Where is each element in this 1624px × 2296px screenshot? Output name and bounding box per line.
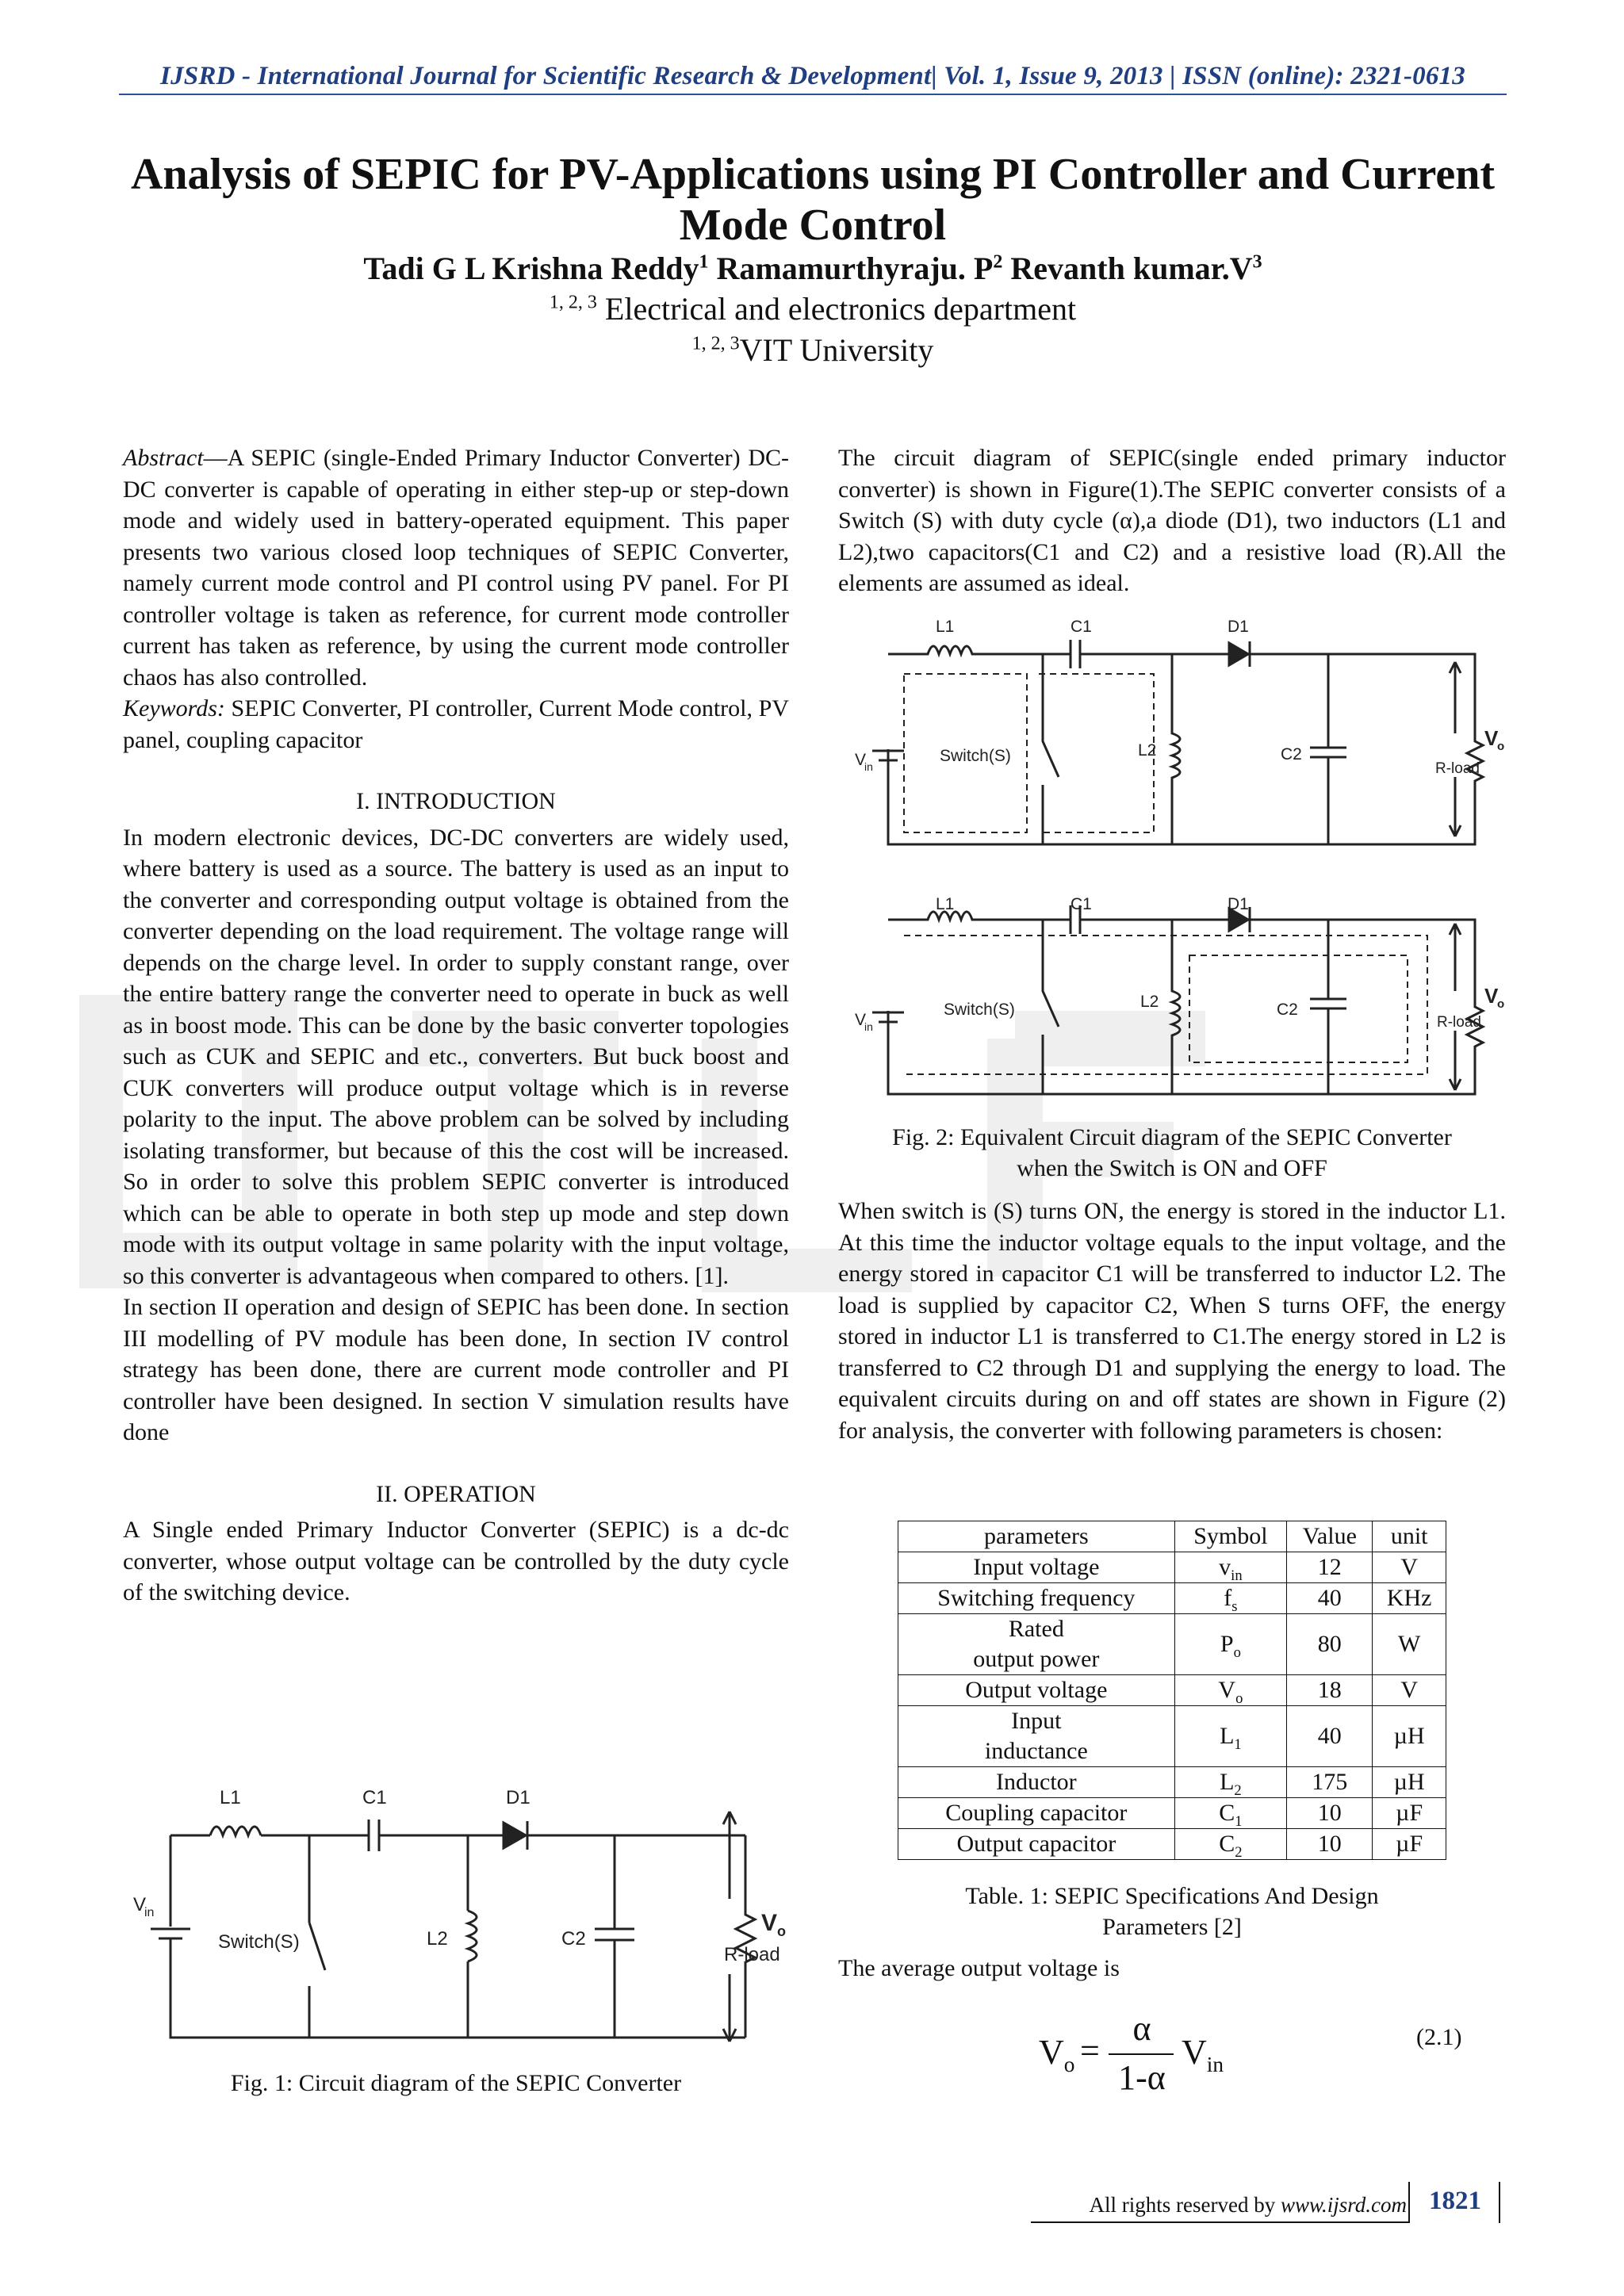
abstract-text: —A SEPIC (single-Ended Primary Inductor Converter) DC-DC converter is capable of operating in either step-up or step-down mode and widely used in battery-operated equipment. This paper presents two various closed loop techniques of SEPIC Converter, namely current mode control and PI control using PV panel. For PI controller voltage is taken as reference, for current mode controller current has taken as reference, by using the current mode controller chaos has also controlled. xyxy=(123,445,789,691)
eq-denominator: 1-α xyxy=(1118,2058,1166,2097)
table-cell xyxy=(1174,1583,1286,1614)
table-row xyxy=(898,1675,1446,1706)
symbol-base: L xyxy=(1220,1723,1235,1749)
right-paragraph-2: When switch is (S) turns ON, the energy is stored in the inductor L1. At this time the inductor voltage equals to the input voltage, and the energy stored in capacitor C1 will be transferred to inductor L2. The load is supplied by capacitor C2, When S turns OFF, the energy stored in inductor L1 is transferred to C1.The energy stored in L2 is transferred to C2 through D1 and supplying the energy to load. The equivalent circuits during on and off states are shown in Figure (2) for analysis, the converter with following parameters is chosen: xyxy=(838,1198,1506,1444)
fig2a-label-switch: Switch(S) xyxy=(940,747,1011,765)
aff-sup-2: 1, 2, 3 xyxy=(691,333,740,354)
table-row xyxy=(898,1767,1446,1798)
eq-lhs-sub: o xyxy=(1063,2052,1075,2076)
fig2a-label-rload: R-load xyxy=(1435,760,1480,777)
section-heading-operation: II. OPERATION xyxy=(376,1480,536,1507)
fig2-caption xyxy=(838,1122,1506,1184)
fig2b-label-rload: R-load xyxy=(1437,1014,1481,1031)
abstract-label: Abstract xyxy=(123,445,204,471)
table-cell xyxy=(1174,1614,1286,1675)
equation-number: (2.1) xyxy=(1416,2024,1462,2050)
table-row xyxy=(898,1552,1446,1583)
fig1-label-vin: V xyxy=(133,1894,147,1915)
univ-text: VIT University xyxy=(739,332,934,368)
table-cell: Coupling capacitor xyxy=(898,1798,1175,1829)
table-caption-line1: Table. 1: SEPIC Specifications And Design xyxy=(965,1883,1379,1909)
author-3: Revanth kumar.V xyxy=(1002,251,1253,286)
fig2a-label-vo: V xyxy=(1484,726,1499,750)
table-cell: µH xyxy=(1373,1706,1446,1767)
symbol-sub: o xyxy=(1233,1644,1241,1661)
fig1-label-vin-sub: in xyxy=(144,1906,155,1919)
intro-paragraph-2: In section II operation and design of SEPIC has been done. In section III modelling of PV module has been done, In section IV control strategy has been done, there are current mode controller and PI controller have been designed. In section V simulation results have done xyxy=(123,1294,789,1445)
eq-rhs xyxy=(1182,2032,1224,2076)
author-3-sup: 3 xyxy=(1252,251,1262,273)
fig2a-label-c1: C1 xyxy=(1071,618,1092,636)
operation-paragraph: A Single ended Primary Inductor Converter (SEPIC) is a dc-dc converter, whose output voltage can be controlled by the duty cycle of the switching device. xyxy=(123,1517,789,1605)
table-cell: µF xyxy=(1373,1798,1446,1829)
fig1-caption: Fig. 1: Circuit diagram of the SEPIC Converter xyxy=(230,2070,682,2096)
table-cell: Output capacitor xyxy=(898,1829,1175,1860)
keywords xyxy=(123,693,789,756)
fig2b-label-vin-sub: in xyxy=(864,1020,873,1033)
author-line xyxy=(119,250,1507,287)
table-cell: KHz xyxy=(1373,1583,1446,1614)
table-cell xyxy=(1174,1829,1286,1860)
table-cell: µF xyxy=(1373,1829,1446,1860)
paper-title: Analysis of SEPIC for PV-Applications using PI Controller and Current Mode Control xyxy=(130,150,1496,250)
symbol-sub: in xyxy=(1231,1567,1243,1584)
eq-fraction-bar xyxy=(1109,2053,1174,2055)
author-2: Ramamurthyraju. P xyxy=(708,251,994,286)
table-cell: 40 xyxy=(1287,1583,1373,1614)
header-rule xyxy=(119,94,1507,95)
table-header-cell: unit xyxy=(1373,1521,1446,1552)
author-1: Tadi G L Krishna Reddy xyxy=(363,251,699,286)
fig2b-label-d1: D1 xyxy=(1228,895,1249,913)
affiliation-univ xyxy=(119,331,1507,369)
journal-header: IJSRD - International Journal for Scientific Research & Development| Vol. 1, Issue 9, 2013 | ISSN (online): 2321-0613 xyxy=(160,62,1465,90)
table-cell: Switching frequency xyxy=(898,1583,1175,1614)
table-caption-line2: Parameters [2] xyxy=(1102,1914,1242,1940)
fig2a-label-vo-sub: o xyxy=(1497,740,1505,753)
fig1-circuit-diagram xyxy=(127,1780,801,2061)
table-row xyxy=(898,1583,1446,1614)
table-header-cell: parameters xyxy=(898,1521,1175,1552)
fig2b-label-vo-sub: o xyxy=(1497,997,1505,1011)
footer-divider-right xyxy=(1499,2182,1500,2223)
fig2a-label-vin-sub: in xyxy=(864,760,873,773)
fig2b-label-c2: C2 xyxy=(1277,1001,1298,1019)
fig2a-label-c2: C2 xyxy=(1281,745,1302,763)
table-cell: 12 xyxy=(1287,1552,1373,1583)
fig1-label-c2: C2 xyxy=(561,1928,586,1950)
abstract xyxy=(123,442,789,693)
table-cell: 10 xyxy=(1287,1798,1373,1829)
symbol-base: V xyxy=(1218,1677,1236,1703)
equation-2-1 xyxy=(1039,2009,1277,2097)
eq-rhs-base: V xyxy=(1182,2033,1207,2072)
table-cell: 10 xyxy=(1287,1829,1373,1860)
table-row xyxy=(898,1798,1446,1829)
eq-numerator: α xyxy=(1132,2009,1151,2048)
table-cell: Input voltage xyxy=(898,1552,1175,1583)
symbol-base: f xyxy=(1224,1585,1232,1611)
symbol-base: C xyxy=(1219,1800,1235,1826)
symbol-sub: s xyxy=(1231,1598,1238,1615)
fig2a-label-l2: L2 xyxy=(1138,741,1157,760)
author-2-sup: 2 xyxy=(993,251,1003,273)
table-cell: 18 xyxy=(1287,1675,1373,1706)
page-number: 1821 xyxy=(1429,2187,1481,2215)
fig2-circuit-diagrams xyxy=(841,614,1507,1106)
table-row xyxy=(898,1706,1446,1767)
fig2b-label-vin: V xyxy=(855,1011,867,1029)
fig2-caption-line1: Fig. 2: Equivalent Circuit diagram of the SEPIC Converter xyxy=(892,1124,1452,1150)
left-column xyxy=(123,442,789,1609)
symbol-sub: 1 xyxy=(1235,1813,1243,1830)
eq-rhs-sub: in xyxy=(1206,2052,1224,2076)
table-cell: Output voltage xyxy=(898,1675,1175,1706)
symbol-sub: 2 xyxy=(1234,1782,1242,1799)
aff-sup-1: 1, 2, 3 xyxy=(549,292,597,313)
cell-line: Input xyxy=(1011,1708,1062,1734)
dept-text: Electrical and electronics department xyxy=(596,291,1077,327)
footer-rule xyxy=(1031,2221,1408,2223)
symbol-sub: 2 xyxy=(1235,1844,1243,1861)
fig2b-label-c1: C1 xyxy=(1071,895,1092,913)
table-cell xyxy=(898,1706,1175,1767)
table-cell xyxy=(898,1614,1175,1675)
fig1-label-l2: L2 xyxy=(427,1928,448,1950)
right-intro-paragraph: The circuit diagram of SEPIC(single ended primary inductor converter) is shown in Figure(1).The SEPIC converter consists of a Switch (S) with duty cycle (α),a diode (D1), two inductors (L1 and L2),two capacitors(C1 and C2) and a resistive load (R).All the elements are assumed as ideal. xyxy=(838,445,1506,596)
eq-lhs-base: V xyxy=(1039,2033,1064,2072)
table-header-row xyxy=(898,1521,1446,1552)
table-cell: V xyxy=(1373,1675,1446,1706)
fig2a-label-vin: V xyxy=(855,751,867,769)
table-cell: 80 xyxy=(1287,1614,1373,1675)
fig1-label-switch: Switch(S) xyxy=(218,1931,300,1953)
table-cell xyxy=(1174,1552,1286,1583)
eq-lhs xyxy=(1039,2032,1075,2076)
intro-paragraph-1: In modern electronic devices, DC-DC converters are widely used, where battery is used as a source. The battery is used as an input to the converter and corresponding output voltage is obtained from the converter depending on the load requirement. The voltage range will depends on the charge level. In order to supply constant range, over the entire battery range the converter need to operate in buck as well as in boost mode. This can be done by the basic converter topologies such as CUK and SEPIC and etc., converters. But buck boost and CUK converters will produce output voltage which is in reverse polarity to the input. The above problem can be solved by including isolating transformer, but because of this the cost will be increased. So in order to solve this problem SEPIC converter is introduced which can be able to operate in both step up mode and step down mode with its output voltage in same polarity with the input voltage, so this converter is advantageous when compared to others. [1]. xyxy=(123,824,789,1289)
table-cell: 40 xyxy=(1287,1706,1373,1767)
fig1-label-l1: L1 xyxy=(220,1787,241,1808)
table-cell xyxy=(1174,1798,1286,1829)
avg-voltage-text: The average output voltage is xyxy=(838,1955,1120,1981)
spec-table xyxy=(898,1521,1446,1860)
table-header-cell: Symbol xyxy=(1174,1521,1286,1552)
cell-line: output power xyxy=(973,1646,1100,1672)
symbol-sub: o xyxy=(1235,1690,1243,1707)
symbol-base: L xyxy=(1220,1769,1235,1795)
symbol-sub: 1 xyxy=(1234,1736,1242,1753)
fig2b-label-l1: L1 xyxy=(936,895,955,913)
table-header-cell: Value xyxy=(1287,1521,1373,1552)
fig1-label-c1: C1 xyxy=(362,1787,387,1808)
keywords-text: SEPIC Converter, PI controller, Current Mode control, PV panel, coupling capacitor xyxy=(123,695,789,753)
table-cell xyxy=(1174,1706,1286,1767)
table-caption xyxy=(838,1881,1506,1942)
table-cell: V xyxy=(1373,1552,1446,1583)
author-1-sup: 1 xyxy=(699,251,709,273)
keywords-label: Keywords: xyxy=(123,695,225,721)
table-cell: 175 xyxy=(1287,1767,1373,1798)
fig2b-label-switch: Switch(S) xyxy=(944,1001,1015,1019)
fig2a-label-d1: D1 xyxy=(1228,618,1249,636)
section-heading-introduction: I. INTRODUCTION xyxy=(356,788,556,814)
footer-site-link[interactable]: www.ijsrd.com xyxy=(1280,2193,1407,2217)
eq-spacer xyxy=(1107,2051,1109,2053)
table-cell xyxy=(1174,1767,1286,1798)
fig1-label-vo: V xyxy=(761,1910,778,1936)
table-row xyxy=(898,1614,1446,1675)
fig2b-label-vo: V xyxy=(1484,984,1499,1008)
symbol-base: v xyxy=(1219,1554,1231,1580)
symbol-base: P xyxy=(1220,1631,1234,1657)
fig2-caption-line2: when the Switch is ON and OFF xyxy=(1017,1155,1327,1181)
fig1-label-vo-sub: o xyxy=(777,1923,786,1939)
footer-rights xyxy=(1031,2193,1407,2218)
table-cell: W xyxy=(1373,1614,1446,1675)
table-cell: µH xyxy=(1373,1767,1446,1798)
affiliation-dept xyxy=(119,290,1507,327)
cell-line: inductance xyxy=(984,1738,1088,1764)
footer-text: All rights reserved by xyxy=(1089,2193,1281,2217)
fig1-label-rload: R-load xyxy=(724,1944,780,1965)
table-row xyxy=(898,1829,1446,1860)
cell-line: Rated xyxy=(1008,1616,1064,1642)
table-cell: Inductor xyxy=(898,1767,1175,1798)
fig2b-label-l2: L2 xyxy=(1140,993,1159,1011)
fig2a-label-l1: L1 xyxy=(936,618,955,636)
table-cell xyxy=(1174,1675,1286,1706)
fig1-label-d1: D1 xyxy=(506,1787,530,1808)
symbol-base: C xyxy=(1219,1831,1235,1857)
footer-divider xyxy=(1408,2182,1410,2223)
eq-equals: = xyxy=(1080,2031,1100,2070)
